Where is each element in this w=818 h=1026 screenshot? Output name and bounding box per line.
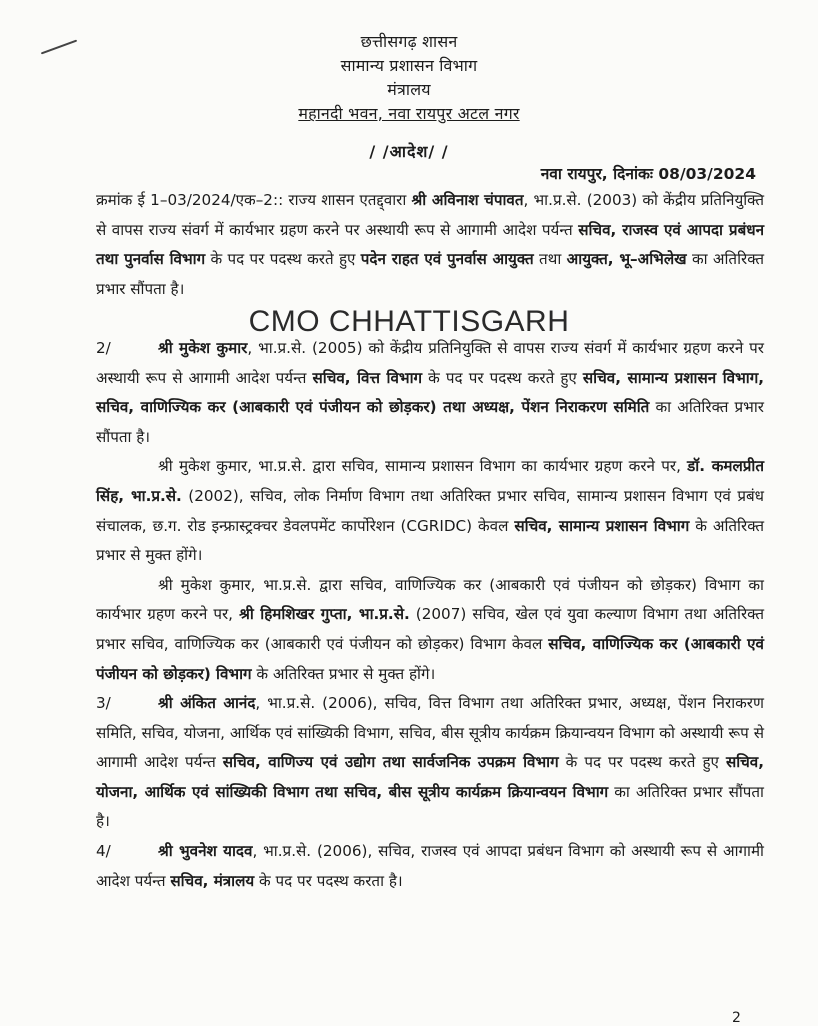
department-name: सामान्य प्रशासन विभाग — [340, 56, 478, 75]
paragraph-number: 3/ — [96, 694, 111, 713]
paragraph-3: श्री मुकेश कुमार, भा.प्र.से. द्वारा सचिव, सामान्य प्रशासन विभाग का कार्यभार ग्रहण करने पर, डॉ. कमलप्रीत सिंह, भा.प्र.से. (2002), सचिव, लोक निर्माण विभाग तथा अतिरिक्त प्रभार सचिव, सामान्य प्रशासन विभाग एवं प्रबंध संचालक, छ.ग. रोड इन्फ्रास्ट्रक्चर डेवलपमेंट कार्पोरेशन (CGRIDC) केवल सचिव, सामान्य प्रशासन विभाग के अतिरिक्त प्रभार से मुक्त होंगे। — [96, 457, 764, 565]
watermark: CMO CHHATTISGARH — [248, 305, 570, 338]
office-address: महानदी भवन, नवा रायपुर अटल नगर — [298, 104, 520, 123]
government-name: छत्तीसगढ़ शासन — [360, 32, 458, 51]
order-body — [96, 186, 764, 896]
paragraph-1: क्रमांक ई 1–03/2024/एक–2:: राज्य शासन एतद्द्वारा श्री अविनाश चंपावत, भा.प्र.से. (2003) को केंद्रीय प्रतिनियुक्ति से वापस राज्य संवर्ग में कार्यभार ग्रहण करने पर अस्थायी रूप से आगामी आदेश पर्यन्त सचिव, राजस्व एवं आपदा प्रबंधन तथा पुनर्वास विभाग के पद पर पदस्थ करते हुए पदेन राहत एवं पुनर्वास आयुक्त तथा आयुक्त, भू–अभिलेख का अतिरिक्त प्रभार सौंपता है। — [96, 191, 765, 298]
paragraph-2: 2/ श्री मुकेश कुमार, भा.प्र.से. (2005) को केंद्रीय प्रतिनियुक्ति से वापस राज्य संवर्ग में कार्यभार ग्रहण करने पर अस्थायी रूप से आगामी आदेश पर्यन्त सचिव, वित्त विभाग के पद पर पदस्थ करते हुए सचिव, सामान्य प्रशासन विभाग, सचिव, वाणिज्यिक कर (आबकारी एवं पंजीयन को छोड़कर) तथा अध्यक्ष, पेंशन निराकरण समिति का अतिरिक्त प्रभार सौंपता है। — [96, 334, 764, 452]
paragraph-6: 4/ श्री भुवनेश यादव, भा.प्र.से. (2006), सचिव, राजस्व एवं आपदा प्रबंधन विभाग को अस्थायी रूप से आगामी आदेश पर्यन्त सचिव, मंत्रालय के पद पर पदस्थ करता है। — [96, 837, 764, 896]
order-title: / /आदेश/ / — [369, 142, 449, 161]
paragraph-5: 3/ श्री अंकित आनंद, भा.प्र.से. (2006), सचिव, वित्त विभाग तथा अतिरिक्त प्रभार, अध्यक्ष, पेंशन निराकरण समिति, सचिव, योजना, आर्थिक एवं सांख्यिकी विभाग, सचिव, बीस सूत्रीय कार्यक्रम क्रियान्वयन विभाग को अस्थायी रूप से आगामी आदेश पर्यन्त सचिव, वाणिज्य एवं उद्योग तथा सार्वजनिक उपक्रम विभाग के पद पर पदस्थ करते हुए सचिव, योजना, आर्थिक एवं सांख्यिकी विभाग तथा सचिव, बीस सूत्रीय कार्यक्रम क्रियान्वयन विभाग का अतिरिक्त प्रभार सौंपता है। — [96, 689, 764, 837]
letterhead — [0, 30, 818, 126]
secretariat-name: मंत्रालय — [387, 80, 431, 99]
date-line: नवा रायपुर, दिनांकः 08/03/2024 — [540, 165, 756, 183]
paragraph-number: 4/ — [96, 842, 111, 861]
page-number: 2 — [732, 1010, 741, 1026]
paragraph-4: श्री मुकेश कुमार, भा.प्र.से. द्वारा सचिव, वाणिज्यिक कर (आबकारी एवं पंजीयन को छोड़कर) विभाग का कार्यभार ग्रहण करने पर, श्री हिमशिखर गुप्ता, भा.प्र.से. (2007) सचिव, खेल एवं युवा कल्याण विभाग तथा अतिरिक्त प्रभार सचिव, वाणिज्यिक कर (आबकारी एवं पंजीयन को छोड़कर) विभाग केवल सचिव, वाणिज्यिक कर (आबकारी एवं पंजीयन को छोड़कर) विभाग के अतिरिक्त प्रभार से मुक्त होंगे। — [96, 575, 764, 683]
paragraph-number: 2/ — [96, 338, 111, 357]
